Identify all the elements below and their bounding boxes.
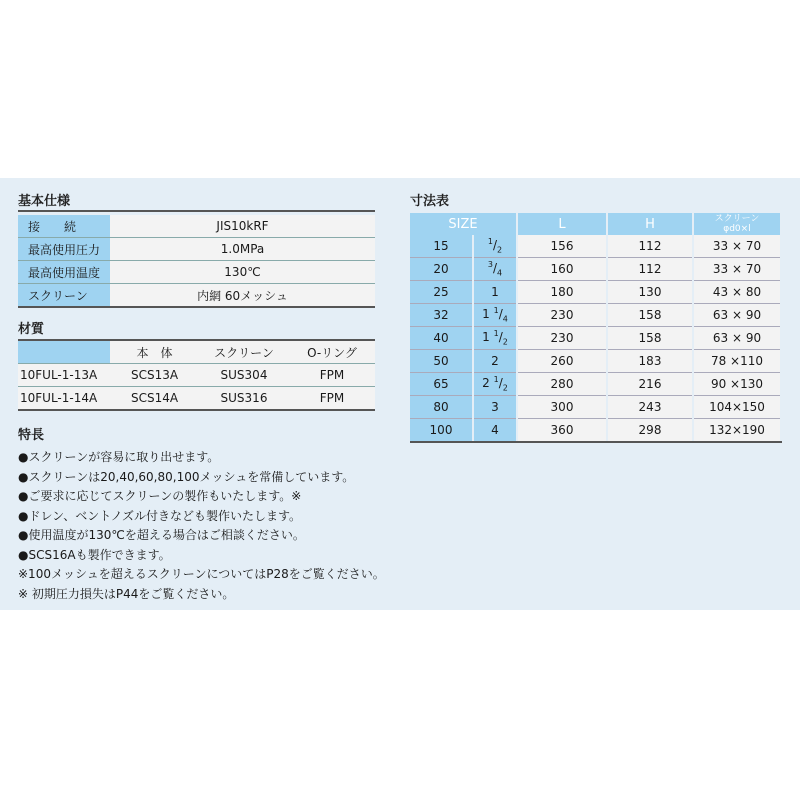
features-list [18,448,385,604]
dim-l: 230 [517,304,607,327]
dim-row [410,396,781,419]
dim-l: 360 [517,419,607,443]
material-model: 10FUL-1-13A [18,364,110,387]
dim-size-inch [473,373,517,396]
dim-inch-whole: 3 [491,400,499,414]
feature-item: ●ご要求に応じてスクリーンの製作もいたします。※ [18,489,302,503]
material-model: 10FUL-1-14A [18,387,110,411]
spec-value: 内網 60メッシュ [110,284,375,308]
dim-screen: 63 × 90 [693,304,781,327]
feature-item: ●ドレン、ベントノズル付きなども製作いたします。 [18,508,302,523]
dim-inch-denominator: 2 [502,337,508,347]
dim-l: 230 [517,327,607,350]
dim-header-size: SIZE [410,213,517,235]
dim-row [410,304,781,327]
spec-row [18,261,375,284]
dim-l: 160 [517,258,607,281]
dim-header-l: L [517,213,607,235]
material-oring: FPM [289,387,375,411]
dim-screen: 104×150 [693,396,781,419]
material-corner-cell [18,341,110,364]
fraction-slash: / [492,238,498,253]
dim-inch-numerator: 3 [487,260,493,270]
spec-row [18,284,375,308]
dim-size-mm: 32 [410,304,473,327]
dim-size-mm: 100 [410,419,473,443]
dim-size-mm: 25 [410,281,473,304]
dim-h: 158 [607,304,693,327]
dim-size-inch [473,419,517,443]
dim-size-mm: 50 [410,350,473,373]
dim-inch-denominator: 2 [497,245,503,255]
dim-size-inch [473,258,517,281]
material-header-body: 本 体 [110,341,199,364]
dim-screen: 78 ×110 [693,350,781,373]
spec-value: 1.0MPa [110,238,375,261]
feature-item: ●SCS16Aも製作できます。 [18,547,171,562]
dim-h: 158 [607,327,693,350]
dim-header-screen-top: スクリーン [714,214,760,224]
spec-row [18,238,375,261]
fraction-slash: / [492,261,498,276]
dim-size-inch [473,350,517,373]
dim-inch-whole: 1 [482,307,494,322]
dim-h: 183 [607,350,693,373]
spec-label: スクリーン [18,284,110,308]
dim-inch-whole: 1 [491,285,499,299]
dim-size-mm: 80 [410,396,473,419]
dim-inch-numerator: 1 [493,375,499,385]
dimensions-title: 寸法表 [410,194,450,209]
dim-inch-whole: 2 [491,354,499,368]
spec-title: 基本仕様 [18,194,71,209]
material-body: SCS14A [110,387,199,411]
dim-screen: 132×190 [693,419,781,443]
dim-row [410,373,781,396]
dim-inch-whole: 1 [482,330,494,345]
spec-table [18,215,375,308]
dim-screen: 63 × 90 [693,327,781,350]
dim-size-mm: 20 [410,258,473,281]
material-oring: FPM [289,364,375,387]
dim-l: 260 [517,350,607,373]
features-title: 特長 [18,428,45,443]
dim-inch-denominator: 4 [502,314,508,324]
dim-row [410,419,781,443]
dim-inch-numerator: 1 [493,306,499,316]
spec-label: 最高使用圧力 [18,238,110,261]
dim-h: 112 [607,258,693,281]
dim-header-screen-bottom: φd0×l [723,224,751,234]
material-table [18,341,375,411]
dim-size-inch [473,396,517,419]
dim-h: 298 [607,419,693,443]
dim-inch-denominator: 4 [497,268,503,278]
spec-row [18,215,375,238]
material-body: SCS13A [110,364,199,387]
dim-screen: 33 × 70 [693,235,781,258]
material-row [18,387,375,411]
dimensions-table [410,213,782,443]
spec-value: JIS10kRF [110,215,375,238]
dim-l: 156 [517,235,607,258]
dim-h: 112 [607,235,693,258]
dim-inch-numerator: 1 [487,237,493,247]
feature-item: ※ 初期圧力損失はP44をご覧ください。 [18,586,235,601]
spec-label: 最高使用温度 [18,261,110,284]
dim-h: 216 [607,373,693,396]
dim-l: 180 [517,281,607,304]
dim-size-inch [473,304,517,327]
dim-row [410,258,781,281]
dim-inch-denominator: 2 [502,383,508,393]
dim-h: 130 [607,281,693,304]
fraction-slash: / [498,307,503,322]
material-screen: SUS316 [199,387,289,411]
feature-item: ●スクリーンは20,40,60,80,100メッシュを常備しています。 [18,469,355,484]
dim-size-inch [473,235,517,258]
dim-l: 280 [517,373,607,396]
material-title: 材質 [18,322,45,337]
dim-header-screen [693,213,781,235]
fraction-slash: / [498,330,503,345]
dim-h: 243 [607,396,693,419]
material-header-screen: スクリーン [199,341,289,364]
spec-value: 130℃ [110,261,375,284]
dim-row [410,327,781,350]
dim-screen: 33 × 70 [693,258,781,281]
material-screen: SUS304 [199,364,289,387]
feature-item: ●使用温度が130℃を超える場合はご相談ください。 [18,528,305,542]
dim-header-h: H [607,213,693,235]
dim-size-mm: 65 [410,373,473,396]
feature-item: ●スクリーンが容易に取り出せます。 [18,450,220,464]
spec-label: 接 続 [18,215,110,238]
feature-item: ※100メッシュを超えるスクリーンについてはP28をご覧ください。 [18,567,385,581]
material-header-oring: O-リング [289,341,375,364]
dim-inch-numerator: 1 [493,329,499,339]
material-row [18,364,375,387]
dim-inch-whole: 4 [491,423,499,437]
dim-screen: 90 ×130 [693,373,781,396]
dim-row [410,235,781,258]
dim-l: 300 [517,396,607,419]
dim-row [410,281,781,304]
spec-top-rule [18,210,375,212]
dim-screen: 43 × 80 [693,281,781,304]
dim-size-inch [473,281,517,304]
dim-inch-whole: 2 [482,376,494,391]
dim-row [410,350,781,373]
dim-size-inch [473,327,517,350]
dim-size-mm: 40 [410,327,473,350]
dim-size-mm: 15 [410,235,473,258]
fraction-slash: / [498,376,503,391]
